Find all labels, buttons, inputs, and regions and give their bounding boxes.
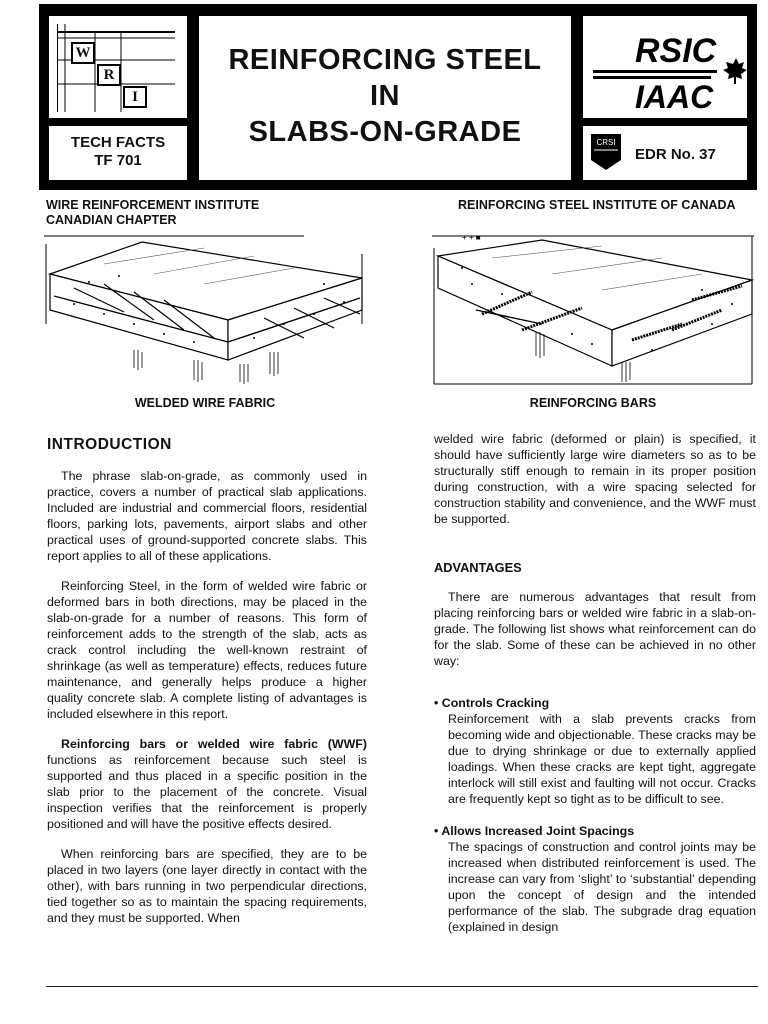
intro-paragraph-2: Reinforcing Steel, in the form of welded wire fabric or deformed bars in both directions, may be placed in the slab-on-grade for a number of reasons. This form of reinforcement adds to the strength of the slab, acts as crack control including the well-known restraint of shrinkage (as well as temperature) effects, reduces future maintenance, and generally helps produce a higher quality concrete slab. A complete listing of advantages is included elsewhere in this report. bbox=[47, 579, 367, 721]
bullet-2-title: • Allows Increased Joint Spacings bbox=[434, 824, 635, 838]
welded-wire-fabric-figure bbox=[44, 234, 366, 386]
right-column bbox=[434, 431, 756, 935]
advantages-heading: ADVANTAGES bbox=[434, 560, 522, 575]
org-left-line-1: WIRE REINFORCEMENT INSTITUTE bbox=[46, 198, 260, 212]
wwf-rest: functions as reinforcement because such steel is supported and thus placed in a specific position in the slab prior to the placement of the concrete. Visual inspection verifies that the reinforcement is properly positioned and will have the positive effects desired. bbox=[47, 753, 367, 831]
wri-logo bbox=[57, 24, 175, 112]
intro-paragraph-4: When reinforcing bars are specified, they are to be placed in two layers (one layer directly in contact with the other), with bars running in two perpendicular directions, tied together so as to maintain the spacing requirements, and they must be supported. When bbox=[47, 847, 367, 925]
org-left bbox=[46, 198, 259, 228]
right-paragraph-1: welded wire fabric (deformed or plain) is specified, it should have sufficiently large wire diameters so as to be structurally stiff enough to remain in its proper position during construction, with a wire spacing selected for construction stability and convenience, and the WWF must be supported. bbox=[434, 432, 756, 526]
bullet-2-text: The spacings of construction and control joints may be increased when distributed reinforcement is used. The increase can vary from ‘slight’ to ‘substantial’ depending upon the concept of design and the intended performance of the slab. The subgrade drag equation (explained in design bbox=[448, 840, 756, 934]
left-figure-caption: WELDED WIRE FABRIC bbox=[134, 396, 276, 410]
title-box bbox=[199, 16, 571, 180]
wri-logo-box bbox=[49, 16, 187, 118]
header-banner bbox=[39, 4, 757, 190]
bullet-controls-cracking bbox=[434, 695, 756, 807]
title-line-1: REINFORCING STEEL bbox=[228, 44, 542, 76]
intro-paragraph-3 bbox=[47, 736, 367, 832]
org-left-line-2: CANADIAN CHAPTER bbox=[46, 213, 177, 227]
bullet-1-title: • Controls Cracking bbox=[434, 696, 550, 710]
tech-facts-box bbox=[49, 126, 187, 180]
logo-letter-r: R bbox=[97, 64, 121, 86]
left-column bbox=[47, 436, 367, 926]
logo-letter-i: I bbox=[123, 86, 147, 108]
org-right: REINFORCING STEEL INSTITUTE OF CANADA bbox=[458, 198, 736, 212]
edr-number: EDR No. 37 bbox=[635, 146, 716, 163]
tech-facts-label: TECH FACTS bbox=[70, 134, 166, 151]
edr-box bbox=[583, 126, 747, 180]
iaac-logo-text: IAAC bbox=[635, 79, 714, 115]
reinforcing-bars-figure bbox=[432, 234, 754, 386]
advantages-paragraph: There are numerous advantages that result from placing reinforcing bars or welded wire fabric in a slab-on-grade. The following list shows what reinforcement can do for the slab. Some of these can be achieved in no other way: bbox=[434, 590, 756, 668]
bullet-1-text: Reinforcement with a slab prevents cracks from becoming wide and objectionable. These cracks may be due to drying shrinkage or due to externally applied loadings. When these cracks are kept tight, aggregate interlock will still exist and faulting will not occur. Cracks are frequently kept so tight as to be difficult to see. bbox=[448, 712, 756, 806]
wwf-bold-lead: Reinforcing bars or welded wire fabric (WWF) bbox=[61, 737, 367, 751]
crsi-badge-text: CRSI bbox=[596, 138, 616, 147]
svg-text:+ + ■: + + ■ bbox=[462, 234, 481, 242]
tech-facts-number: TF 701 bbox=[94, 152, 142, 169]
introduction-heading: INTRODUCTION bbox=[47, 436, 172, 453]
rsic-logo-text: RSIC bbox=[635, 32, 717, 70]
rsic-logo bbox=[583, 16, 747, 118]
title-line-2: IN bbox=[370, 80, 400, 112]
intro-paragraph-1: The phrase slab-on-grade, as commonly used in practice, covers a number of practical slab applications. Included are industrial and commercial floors, residential floors, parking lots, pavements, airport slabs and other practical uses of ground-supported concrete slabs. This report applies to all of these applications. bbox=[47, 469, 367, 563]
rsic-logo-box bbox=[583, 16, 747, 118]
footer-rule bbox=[46, 986, 758, 987]
maple-leaf-icon bbox=[723, 58, 747, 84]
bullet-joint-spacings bbox=[434, 823, 756, 935]
right-figure-caption: REINFORCING BARS bbox=[529, 396, 657, 410]
logo-letter-w: W bbox=[71, 42, 95, 64]
title-line-3: SLABS-ON-GRADE bbox=[248, 116, 522, 148]
crsi-badge bbox=[589, 132, 629, 172]
